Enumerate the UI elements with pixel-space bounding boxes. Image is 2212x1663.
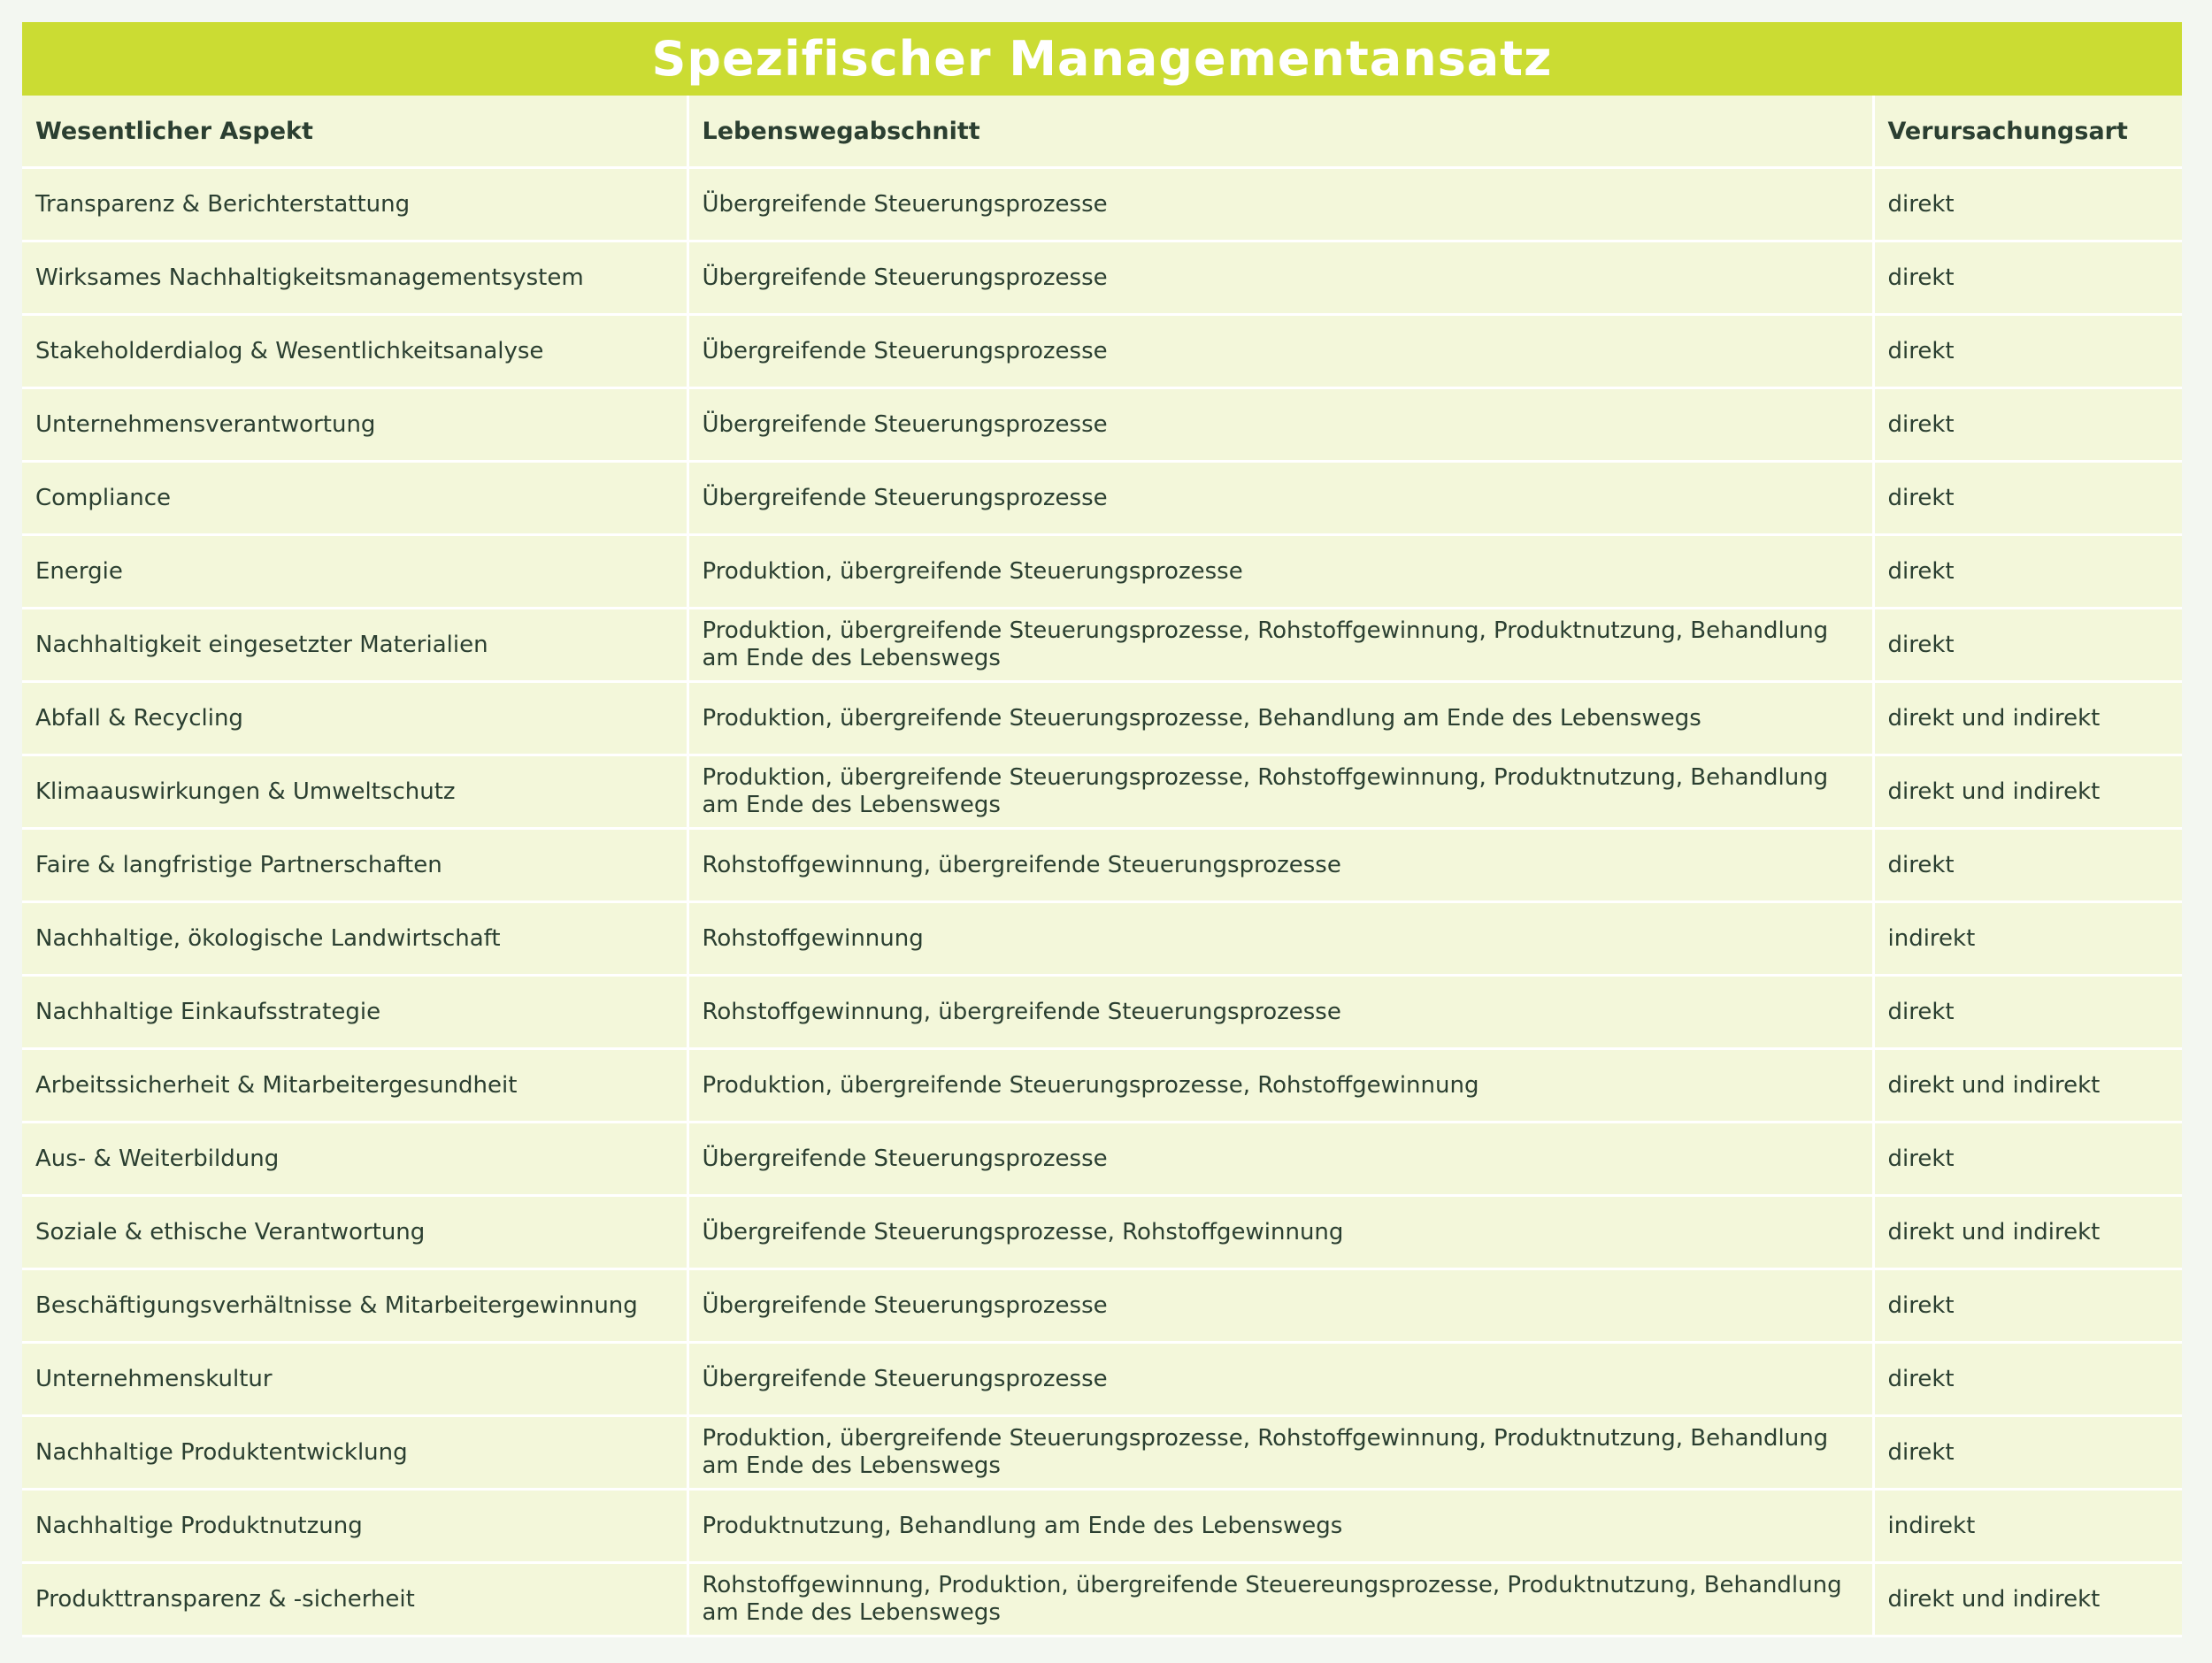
cell-cause-type: direkt [1873, 315, 2182, 388]
cell-cause-type: direkt [1873, 1269, 2182, 1343]
table-row [22, 462, 2182, 535]
table-row [22, 1490, 2182, 1563]
cell-aspect: Unternehmenskultur [22, 1343, 687, 1416]
cell-cause-type: direkt [1873, 241, 2182, 315]
management-approach-table [22, 96, 2182, 1637]
table-row [22, 535, 2182, 609]
cell-cause-type: direkt [1873, 1416, 2182, 1490]
cell-aspect: Nachhaltige Produktnutzung [22, 1490, 687, 1563]
cell-aspect: Unternehmensverantwortung [22, 388, 687, 462]
table-row [22, 609, 2182, 682]
cell-lifecycle-stage: Rohstoffgewinnung, übergreifende Steuerungsprozesse [687, 976, 1873, 1049]
cell-aspect: Nachhaltigkeit eingesetzter Materialien [22, 609, 687, 682]
cell-cause-type: direkt und indirekt [1873, 755, 2182, 829]
table-row [22, 755, 2182, 829]
table-row [22, 1196, 2182, 1269]
cell-aspect: Aus- & Weiterbildung [22, 1123, 687, 1196]
cell-aspect: Beschäftigungsverhältnisse & Mitarbeitergewinnung [22, 1269, 687, 1343]
cell-lifecycle-stage: Produktion, übergreifende Steuerungsprozesse, Rohstoffgewinnung, Produktnutzung, Behandlung am Ende des Lebenswegs [687, 1416, 1873, 1490]
table-row [22, 1343, 2182, 1416]
header-cause-type: Verursachungsart [1873, 96, 2182, 168]
cell-lifecycle-stage: Übergreifende Steuerungsprozesse [687, 388, 1873, 462]
cell-aspect: Abfall & Recycling [22, 682, 687, 755]
cell-cause-type: indirekt [1873, 902, 2182, 976]
cell-lifecycle-stage: Produktion, übergreifende Steuerungsprozesse [687, 535, 1873, 609]
cell-lifecycle-stage: Produktnutzung, Behandlung am Ende des Lebenswegs [687, 1490, 1873, 1563]
management-table-container [22, 22, 2182, 1637]
cell-cause-type: direkt und indirekt [1873, 1563, 2182, 1636]
cell-cause-type: direkt [1873, 462, 2182, 535]
table-row [22, 976, 2182, 1049]
table-row [22, 1416, 2182, 1490]
cell-lifecycle-stage: Übergreifende Steuerungsprozesse, Rohstoffgewinnung [687, 1196, 1873, 1269]
cell-lifecycle-stage: Rohstoffgewinnung, Produktion, übergreifende Steuereungsprozesse, Produktnutzung, Behandlung am Ende des Lebenswegs [687, 1563, 1873, 1636]
table-body [22, 168, 2182, 1636]
cell-aspect: Klimaauswirkungen & Umweltschutz [22, 755, 687, 829]
table-row [22, 1563, 2182, 1636]
cell-lifecycle-stage: Produktion, übergreifende Steuerungsprozesse, Behandlung am Ende des Lebenswegs [687, 682, 1873, 755]
cell-cause-type: direkt [1873, 829, 2182, 902]
cell-lifecycle-stage: Produktion, übergreifende Steuerungsprozesse, Rohstoffgewinnung, Produktnutzung, Behandlung am Ende des Lebenswegs [687, 609, 1873, 682]
cell-aspect: Stakeholderdialog & Wesentlichkeitsanalyse [22, 315, 687, 388]
cell-aspect: Produkttransparenz & -sicherheit [22, 1563, 687, 1636]
cell-lifecycle-stage: Übergreifende Steuerungsprozesse [687, 1123, 1873, 1196]
cell-cause-type: direkt [1873, 1343, 2182, 1416]
cell-aspect: Nachhaltige, ökologische Landwirtschaft [22, 902, 687, 976]
cell-cause-type: direkt und indirekt [1873, 682, 2182, 755]
cell-aspect: Faire & langfristige Partnerschaften [22, 829, 687, 902]
header-aspect: Wesentlicher Aspekt [22, 96, 687, 168]
cell-aspect: Compliance [22, 462, 687, 535]
table-row [22, 902, 2182, 976]
cell-cause-type: direkt [1873, 168, 2182, 241]
cell-cause-type: direkt [1873, 609, 2182, 682]
cell-lifecycle-stage: Übergreifende Steuerungsprozesse [687, 462, 1873, 535]
cell-lifecycle-stage: Übergreifende Steuerungsprozesse [687, 1343, 1873, 1416]
cell-aspect: Transparenz & Berichterstattung [22, 168, 687, 241]
table-row [22, 829, 2182, 902]
table-row [22, 1269, 2182, 1343]
cell-cause-type: direkt und indirekt [1873, 1196, 2182, 1269]
table-header-row [22, 96, 2182, 168]
table-row [22, 241, 2182, 315]
cell-cause-type: direkt [1873, 1123, 2182, 1196]
cell-lifecycle-stage: Übergreifende Steuerungsprozesse [687, 315, 1873, 388]
cell-cause-type: indirekt [1873, 1490, 2182, 1563]
cell-lifecycle-stage: Produktion, übergreifende Steuerungsprozesse, Rohstoffgewinnung [687, 1049, 1873, 1123]
cell-lifecycle-stage: Übergreifende Steuerungsprozesse [687, 168, 1873, 241]
table-row [22, 682, 2182, 755]
cell-cause-type: direkt [1873, 976, 2182, 1049]
header-lifecycle-stage: Lebenswegabschnitt [687, 96, 1873, 168]
cell-lifecycle-stage: Rohstoffgewinnung [687, 902, 1873, 976]
cell-lifecycle-stage: Übergreifende Steuerungsprozesse [687, 1269, 1873, 1343]
cell-aspect: Nachhaltige Produktentwicklung [22, 1416, 687, 1490]
cell-lifecycle-stage: Übergreifende Steuerungsprozesse [687, 241, 1873, 315]
cell-aspect: Wirksames Nachhaltigkeitsmanagementsystem [22, 241, 687, 315]
table-title: Spezifischer Managementansatz [22, 22, 2182, 96]
cell-lifecycle-stage: Rohstoffgewinnung, übergreifende Steuerungsprozesse [687, 829, 1873, 902]
cell-aspect: Soziale & ethische Verantwortung [22, 1196, 687, 1269]
table-row [22, 1049, 2182, 1123]
cell-cause-type: direkt [1873, 388, 2182, 462]
cell-cause-type: direkt [1873, 535, 2182, 609]
cell-aspect: Energie [22, 535, 687, 609]
cell-aspect: Arbeitssicherheit & Mitarbeitergesundheit [22, 1049, 687, 1123]
cell-cause-type: direkt und indirekt [1873, 1049, 2182, 1123]
table-row [22, 168, 2182, 241]
cell-lifecycle-stage: Produktion, übergreifende Steuerungsprozesse, Rohstoffgewinnung, Produktnutzung, Behandlung am Ende des Lebenswegs [687, 755, 1873, 829]
table-row [22, 388, 2182, 462]
table-row [22, 315, 2182, 388]
cell-aspect: Nachhaltige Einkaufsstrategie [22, 976, 687, 1049]
table-row [22, 1123, 2182, 1196]
